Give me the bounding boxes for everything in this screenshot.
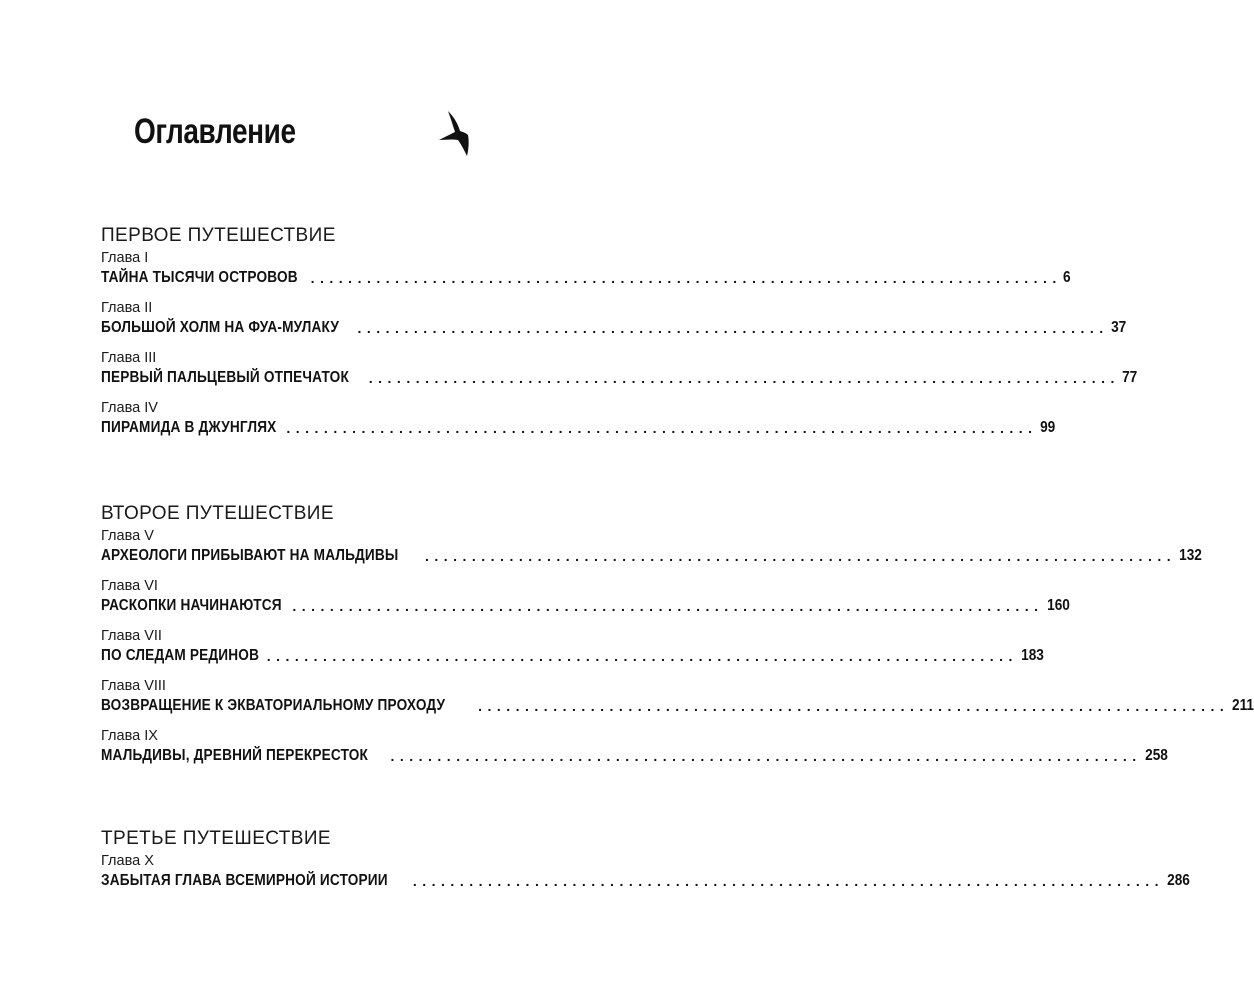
- chapter-label: Глава VII: [101, 628, 162, 644]
- chapter-name: РАСКОПКИ НАЧИНАЮТСЯ: [101, 597, 282, 614]
- dot-leader: ................................................................................: [286, 420, 1038, 436]
- page-number: 99: [1039, 419, 1055, 436]
- chapter-name: ВОЗВРАЩЕНИЕ К ЭКВАТОРИАЛЬНОМУ ПРОХОДУ: [101, 697, 446, 714]
- page-number: 183: [1020, 647, 1044, 664]
- section-title: ПЕРВОЕ ПУТЕШЕСТВИЕ: [101, 225, 336, 246]
- toc-entry[interactable]: [101, 349, 1138, 399]
- dot-leader: ................................................................................: [310, 270, 1062, 286]
- toc-entry[interactable]: [101, 627, 1044, 677]
- page-number: 211: [1232, 697, 1254, 714]
- chapter-name: ПО СЛЕДАМ РЕДИНОВ: [101, 647, 260, 664]
- chapter-label: Глава VI: [101, 578, 158, 594]
- page-number: 6: [1062, 269, 1071, 286]
- chapter-name: ТАЙНА ТЫСЯЧИ ОСТРОВОВ: [101, 269, 298, 286]
- chapter-label: Глава IX: [101, 728, 158, 744]
- page-title: Оглавление: [134, 112, 296, 151]
- chapter-label: Глава I: [101, 250, 149, 266]
- page-number: 286: [1167, 872, 1190, 889]
- dot-leader: ................................................................................: [292, 598, 1044, 614]
- section-second-journey: [101, 500, 1254, 777]
- toc-entry[interactable]: [101, 852, 1190, 902]
- toc-entry[interactable]: [101, 299, 1126, 349]
- chapter-label: Глава IV: [101, 400, 158, 416]
- toc-entry[interactable]: [101, 677, 1254, 727]
- toc-entry[interactable]: [101, 727, 1168, 777]
- section-title: ТРЕТЬЕ ПУТЕШЕСТВИЕ: [101, 828, 331, 849]
- toc-entry[interactable]: [101, 577, 1070, 627]
- toc-entry[interactable]: [101, 527, 1202, 577]
- dot-leader: ................................................................................: [357, 320, 1109, 336]
- page-number: 37: [1110, 319, 1126, 336]
- bird-icon: [437, 110, 473, 158]
- toc-entry[interactable]: [101, 399, 1055, 449]
- dot-leader: ................................................................................: [368, 370, 1120, 386]
- chapter-name: АРХЕОЛОГИ ПРИБЫВАЮТ НА МАЛЬДИВЫ: [101, 547, 399, 564]
- dot-leader: ................................................................................: [266, 648, 1018, 664]
- page-number: 160: [1046, 597, 1070, 614]
- page-number: 77: [1122, 369, 1138, 386]
- page-number: 132: [1179, 547, 1202, 564]
- chapter-label: Глава VIII: [101, 678, 166, 694]
- section-third-journey: [101, 825, 1190, 902]
- dot-leader: ................................................................................: [412, 873, 1165, 889]
- dot-leader: ................................................................................: [478, 698, 1230, 714]
- toc-entry[interactable]: [101, 249, 1071, 299]
- chapter-name: ПЕРВЫЙ ПАЛЬЦЕВЫЙ ОТПЕЧАТОК: [101, 369, 349, 386]
- chapter-name: ЗАБЫТАЯ ГЛАВА ВСЕМИРНОЙ ИСТОРИИ: [101, 872, 388, 889]
- chapter-name: БОЛЬШОЙ ХОЛМ НА ФУА-МУЛАКУ: [101, 319, 340, 336]
- page-number: 258: [1144, 747, 1168, 764]
- chapter-label: Глава III: [101, 350, 157, 366]
- chapter-label: Глава II: [101, 300, 153, 316]
- dot-leader: ................................................................................: [390, 748, 1142, 764]
- chapter-name: МАЛЬДИВЫ, ДРЕВНИЙ ПЕРЕКРЕСТОК: [101, 747, 369, 764]
- section-first-journey: [101, 222, 1138, 449]
- chapter-label: Глава V: [101, 528, 154, 544]
- dot-leader: ................................................................................: [424, 548, 1177, 564]
- section-title: ВТОРОЕ ПУТЕШЕСТВИЕ: [101, 503, 334, 524]
- chapter-label: Глава X: [101, 853, 154, 869]
- chapter-name: ПИРАМИДА В ДЖУНГЛЯХ: [101, 419, 277, 436]
